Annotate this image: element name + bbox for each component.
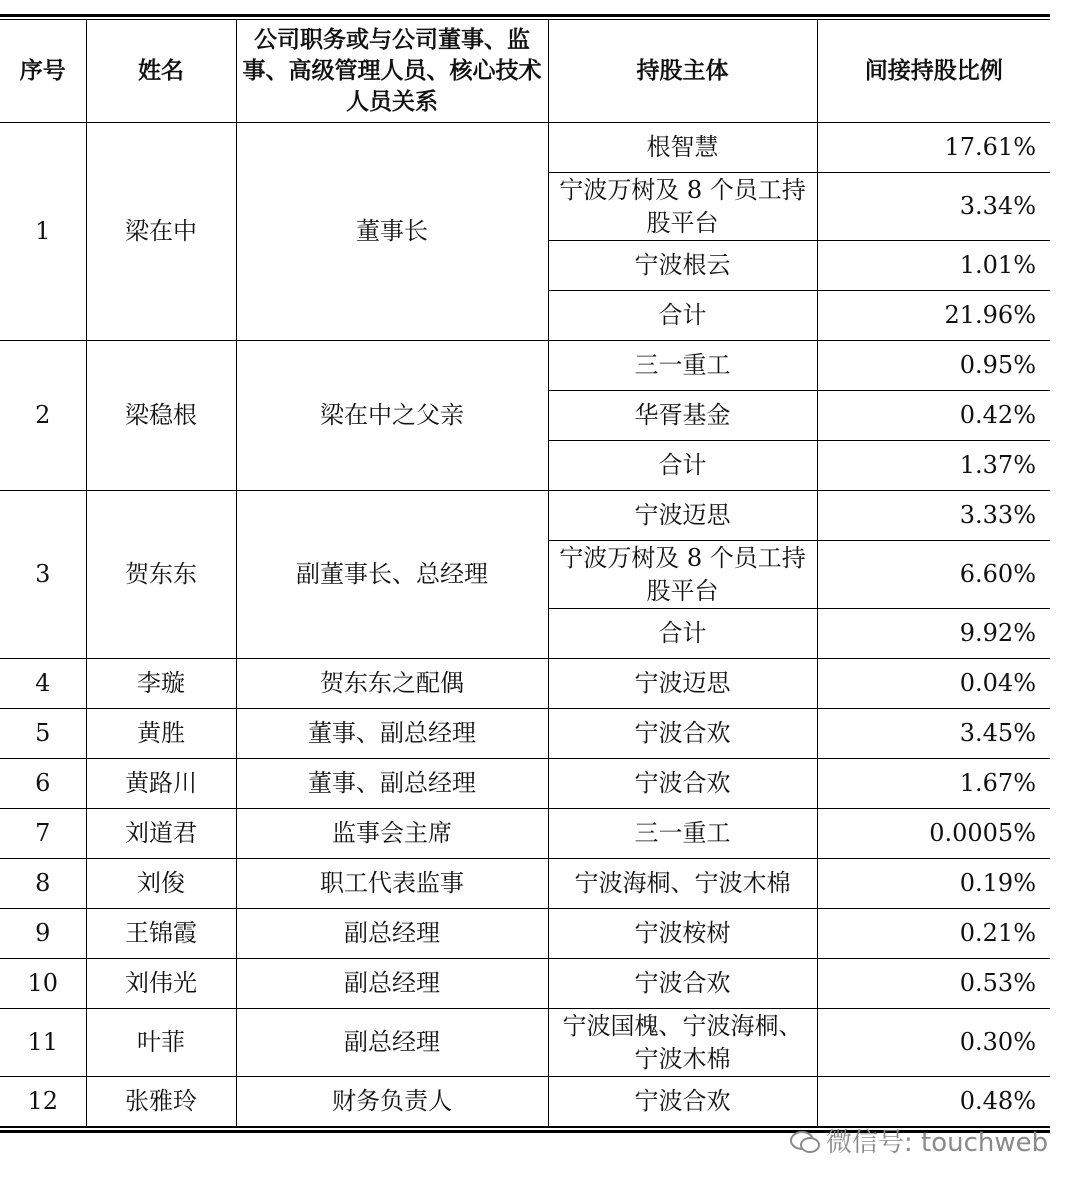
table-row [0, 1009, 1050, 1077]
shareholding-table [0, 20, 1050, 1127]
cell-seq: 8 [0, 859, 86, 909]
cell-entity: 宁波迈思 [548, 659, 817, 709]
cell-relation: 财务负责人 [236, 1077, 548, 1127]
cell-relation: 副总经理 [236, 1009, 548, 1077]
cell-ratio: 1.67% [817, 759, 1050, 809]
cell-ratio: 0.04% [817, 659, 1050, 709]
watermark-text: 微信号: touchweb [826, 1128, 1049, 1158]
cell-ratio: 0.42% [817, 391, 1050, 441]
cell-entity: 宁波迈思 [548, 491, 817, 541]
cell-ratio: 0.0005% [817, 809, 1050, 859]
cell-entity: 合计 [548, 291, 817, 341]
cell-relation: 副总经理 [236, 909, 548, 959]
cell-ratio: 3.45% [817, 709, 1050, 759]
cell-relation: 监事会主席 [236, 809, 548, 859]
cell-seq: 3 [0, 491, 86, 659]
cell-seq: 10 [0, 959, 86, 1009]
cell-ratio: 3.34% [817, 173, 1050, 241]
table-row [0, 659, 1050, 709]
cell-relation: 董事长 [236, 123, 548, 341]
cell-entity: 宁波合欢 [548, 1077, 817, 1127]
cell-ratio: 1.01% [817, 241, 1050, 291]
cell-ratio: 0.30% [817, 1009, 1050, 1077]
cell-relation: 职工代表监事 [236, 859, 548, 909]
cell-seq: 6 [0, 759, 86, 809]
table-row [0, 341, 1050, 391]
cell-name: 刘道君 [86, 809, 236, 859]
header-ratio: 间接持股比例 [817, 20, 1050, 123]
cell-name: 黄路川 [86, 759, 236, 809]
cell-name: 贺东东 [86, 491, 236, 659]
header-relation: 公司职务或与公司董事、监事、高级管理人员、核心技术人员关系 [236, 20, 548, 123]
watermark [790, 1122, 1048, 1159]
cell-ratio: 0.53% [817, 959, 1050, 1009]
cell-entity: 根智慧 [548, 123, 817, 173]
cell-ratio: 6.60% [817, 541, 1050, 609]
cell-entity: 宁波万树及 8 个员工持股平台 [548, 541, 817, 609]
cell-ratio: 9.92% [817, 609, 1050, 659]
table-row [0, 809, 1050, 859]
header-entity: 持股主体 [548, 20, 817, 123]
cell-ratio: 0.21% [817, 909, 1050, 959]
table-row [0, 709, 1050, 759]
cell-name: 刘伟光 [86, 959, 236, 1009]
cell-name: 梁稳根 [86, 341, 236, 491]
cell-ratio: 1.37% [817, 441, 1050, 491]
table-row [0, 759, 1050, 809]
cell-seq: 1 [0, 123, 86, 341]
document-table-container [0, 14, 1050, 1133]
table-row [0, 123, 1050, 173]
cell-name: 叶菲 [86, 1009, 236, 1077]
table-row [0, 859, 1050, 909]
cell-relation: 董事、副总经理 [236, 709, 548, 759]
cell-seq: 11 [0, 1009, 86, 1077]
cell-entity: 宁波万树及 8 个员工持股平台 [548, 173, 817, 241]
cell-entity: 宁波合欢 [548, 759, 817, 809]
cell-entity: 宁波合欢 [548, 959, 817, 1009]
cell-ratio: 17.61% [817, 123, 1050, 173]
cell-seq: 4 [0, 659, 86, 709]
cell-seq: 12 [0, 1077, 86, 1127]
cell-ratio: 21.96% [817, 291, 1050, 341]
cell-name: 李璇 [86, 659, 236, 709]
cell-relation: 梁在中之父亲 [236, 341, 548, 491]
wechat-icon [790, 1129, 820, 1153]
cell-name: 刘俊 [86, 859, 236, 909]
header-name: 姓名 [86, 20, 236, 123]
cell-entity: 宁波海桐、宁波木棉 [548, 859, 817, 909]
cell-ratio: 0.95% [817, 341, 1050, 391]
cell-seq: 7 [0, 809, 86, 859]
cell-relation: 副董事长、总经理 [236, 491, 548, 659]
table-row [0, 1077, 1050, 1127]
cell-entity: 宁波国槐、宁波海桐、宁波木棉 [548, 1009, 817, 1077]
cell-name: 黄胜 [86, 709, 236, 759]
cell-relation: 副总经理 [236, 959, 548, 1009]
cell-entity: 合计 [548, 609, 817, 659]
table-row [0, 909, 1050, 959]
table-body [0, 123, 1050, 1127]
cell-entity: 三一重工 [548, 341, 817, 391]
cell-relation: 董事、副总经理 [236, 759, 548, 809]
cell-entity: 合计 [548, 441, 817, 491]
cell-entity: 宁波桉树 [548, 909, 817, 959]
cell-seq: 5 [0, 709, 86, 759]
header-seq: 序号 [0, 20, 86, 123]
table-row [0, 959, 1050, 1009]
cell-entity: 三一重工 [548, 809, 817, 859]
cell-entity: 宁波合欢 [548, 709, 817, 759]
cell-name: 王锦霞 [86, 909, 236, 959]
cell-seq: 9 [0, 909, 86, 959]
cell-relation: 贺东东之配偶 [236, 659, 548, 709]
cell-ratio: 0.48% [817, 1077, 1050, 1127]
cell-entity: 宁波根云 [548, 241, 817, 291]
cell-entity: 华胥基金 [548, 391, 817, 441]
cell-name: 梁在中 [86, 123, 236, 341]
cell-name: 张雅玲 [86, 1077, 236, 1127]
table-row [0, 491, 1050, 541]
cell-seq: 2 [0, 341, 86, 491]
cell-ratio: 3.33% [817, 491, 1050, 541]
cell-ratio: 0.19% [817, 859, 1050, 909]
